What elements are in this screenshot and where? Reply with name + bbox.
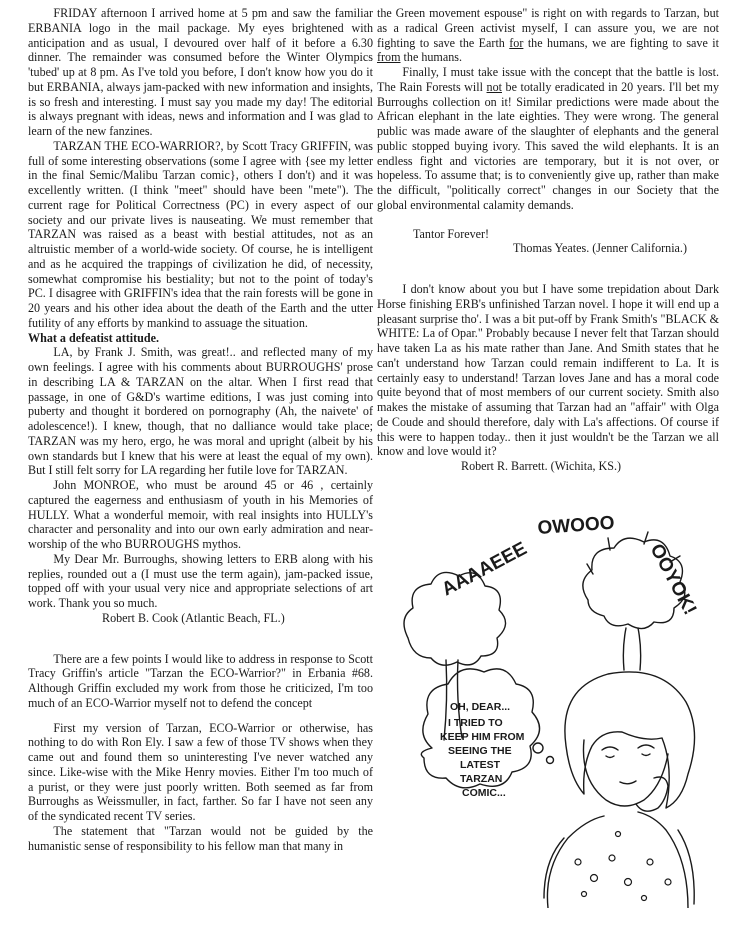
thought-line-6: TARZAN	[460, 773, 503, 785]
letter1-signature: Robert B. Cook (Atlantic Beach, FL.)	[102, 610, 285, 625]
yell-text	[438, 513, 700, 619]
underlined-word-for: for	[509, 35, 524, 50]
yell-line-1: AAAAEEE	[438, 538, 531, 601]
leopard-spots	[575, 832, 671, 901]
letter2-closing: Tantor Forever!	[413, 226, 490, 241]
girl-arm	[544, 830, 694, 904]
para-gap	[377, 213, 719, 227]
underlined-word-from: from	[377, 50, 401, 65]
text-run: the Green movement espouse" is right on with regards to Tarzan, but as a radical Green activist myself, I can assure you, we are not fighting to save the Earth	[377, 6, 719, 50]
text-run: Finally, I must take issue with the concept that the battle is lost. The Rain Forests will	[377, 65, 719, 94]
thought-line-1: OH, DEAR...	[450, 701, 511, 713]
tree-right-trunk	[623, 628, 640, 670]
thought-line-2: I TRIED TO	[448, 717, 503, 729]
text-run: the humans.	[400, 50, 462, 65]
letter2-para-3: The statement that "Tarzan would not be guided by the humanistic sense of responsibility to his fellow man that many in	[28, 823, 373, 853]
letter1-para-2: TARZAN THE ECO-WARRIOR?, by Scott Tracy GRIFFIN, was full of some interesting observations (some I agree with {see my letter in the final Semic/Malibu Tarzan comic}, others I don't) and it was excellently written. (I think "meet" should have been "mete"). The current rage for Political Correctness (PC) in every aspect of our society and our private lives is nauseating. We must remember that TARZAN was raised as a beast with bestial attitudes, not as an altruistic member of a world-wide society. Of course, he is intelligent and as he acquired the trappings of civilization he did, of necessity, somewhat compromise his bestiality; but not to the point of today's PC. I disagree with GRIFFIN's idea that the rain forests will be gone in 20 years and his other idea about the death of the Earth and the utter futility of any efforts by mankind to assuage the situation.	[28, 138, 373, 330]
thought-dot-2	[547, 757, 554, 764]
letter1-para-1: FRIDAY afternoon I arrived home at 5 pm and saw the familiar ERBANIA logo in the mail package. My eyes brightened with anticipation and as usual, I devoured over half of it before a 6.30 dinner. The remainder was consumed before the Winter Olympics 'tubed' up at 8 pm. As I've told you before, I don't know how you do it but ERBANIA, always jam-packed with new information and insights, is so fresh and interesting. I must say you made my day! The editorial is always pregnant with ideas, news and information and I was glad to learn of the new fanzines.	[28, 6, 373, 138]
letter1-para-4: John MONROE, who must be around 45 or 46 , certainly captured the eagerness and enthusiasm of youth in his Memories of HULLY. What a wonderful memoir, with real insights into HULLY's character and personality and into our own early admiration and near-worship of the who BURROUGHS mythos.	[28, 478, 373, 551]
yell-line-3: OOYOK!	[645, 540, 701, 619]
thought-line-5: LATEST	[460, 759, 501, 771]
girl-mouth	[620, 781, 636, 784]
thought-line-3: KEEP HIM FROM	[440, 731, 525, 743]
letter3-signature: Robert R. Barrett. (Wichita, KS.)	[461, 459, 622, 473]
para-gap	[28, 711, 373, 721]
letter-gap	[377, 256, 719, 282]
letter2-para-2: First my version of Tarzan, ECO-Warrior or otherwise, has nothing to do with Ron Ely. I saw a few of those TV shows when they came out and found them so uninteresting I've never watched any since. Like-wise with the Mike Henry movies. Either I'm too much of a purist, or they were just poorly written. Both seemed as far from Burroughs as Weissmuller, in fact, farther. So far I have not seen any of the syndicated recent TV series.	[28, 720, 373, 823]
cartoon-illustration	[388, 478, 724, 908]
letter1-para-5: My Dear Mr. Burroughs, showing letters to ERB along with his replies, rounded out a (I must use the term again), jam-packed issue, topped off with your usual very nice and appropriate selections of art work. Thank you so much.	[28, 551, 373, 610]
thought-line-4: SEEING THE	[448, 745, 512, 757]
letter2-signature: Thomas Yeates. (Jenner California.)	[513, 241, 687, 256]
girl-hand	[636, 777, 668, 811]
thought-dot-1	[533, 743, 543, 753]
girl-body	[547, 812, 688, 908]
underlined-word-not: not	[486, 79, 502, 94]
right-column	[377, 6, 719, 474]
letter-gap	[28, 626, 373, 652]
letter2-para-1: There are a few points I would like to address in response to Scott Tracy Griffin's article "Tarzan the ECO-Warrior?" in Erbania #68. Although Griffin excluded my work from those he criticized, I'm too much of an ECO-Warrior myself not to defend the concept	[28, 651, 373, 710]
left-column	[28, 6, 373, 853]
letter1-bold-line: What a defeatist attitude.	[28, 330, 159, 345]
girl-face	[583, 740, 668, 806]
yell-line-2: OWOOO	[536, 512, 616, 539]
letter2-cont-para-1	[377, 6, 719, 65]
letter1-para-3: LA, by Frank J. Smith, was great!.. and reflected many of my own feelings. I agree with his comments about BURROUGHS' prose in describing LA & TARZAN on the altar. When I first read that passage, in one of G&D's wartime editions, I was just coming into puberty and thought it bordered on pornography (Ah, the naivete' of adolescence!). I knew, though, that no dalliance would take place; TARZAN was my hero, ergo, he was moral and upright (albeit by his own standards but I knew that his were at least the equal of my own). But I still felt sorry for LA regarding her futile love for TARZAN.	[28, 345, 373, 478]
text-run: the humans, we are fighting to save it	[523, 35, 719, 50]
girl-eyes	[602, 745, 654, 758]
letter2-cont-para-2	[377, 65, 719, 213]
thought-line-7: COMIC...	[462, 787, 506, 799]
text-run: be totally eradicated in 20 years. I'll bet my Burroughs collection on it! Similar predictions were made about the African elephant in the late eighties. They were wrong. The general public was made aware of the slaughter of elephants and the general public stopped buying ivory. This saved the wild elephants. It is an endless fight and victories are temporary, but it is not over, or hopeless. To assume that; is to conveniently give up, rather than make the difficult, "politically correct" changes in our Society that the global environmental calamity demands.	[377, 79, 719, 212]
letter3-para-1: I don't know about you but I have some trepidation about Dark Horse finishing ERB's unfinished Tarzan novel. I hope it will end up a pleasant surprise tho'. I was a bit put-off by Frank Smith's "BLACK & WHITE: La of Opar." Probably because I never felt that Tarzan should have taken La as his mate rather than Jane. And Smith states that he can't understand how Tarzan could remain indifferent to La. It is certainly easy to understand! Tarzan loves Jane and has a moral code quite beyond that of most members of our current society. Smith also makes the mistake of assuming that Tarzan had an "affair" with Olga de Coude and should therefore, daly with La's affections. Of course if this were to happen today.. then it just wouldn't be the Tarzan we all know and love would it?	[377, 282, 719, 459]
